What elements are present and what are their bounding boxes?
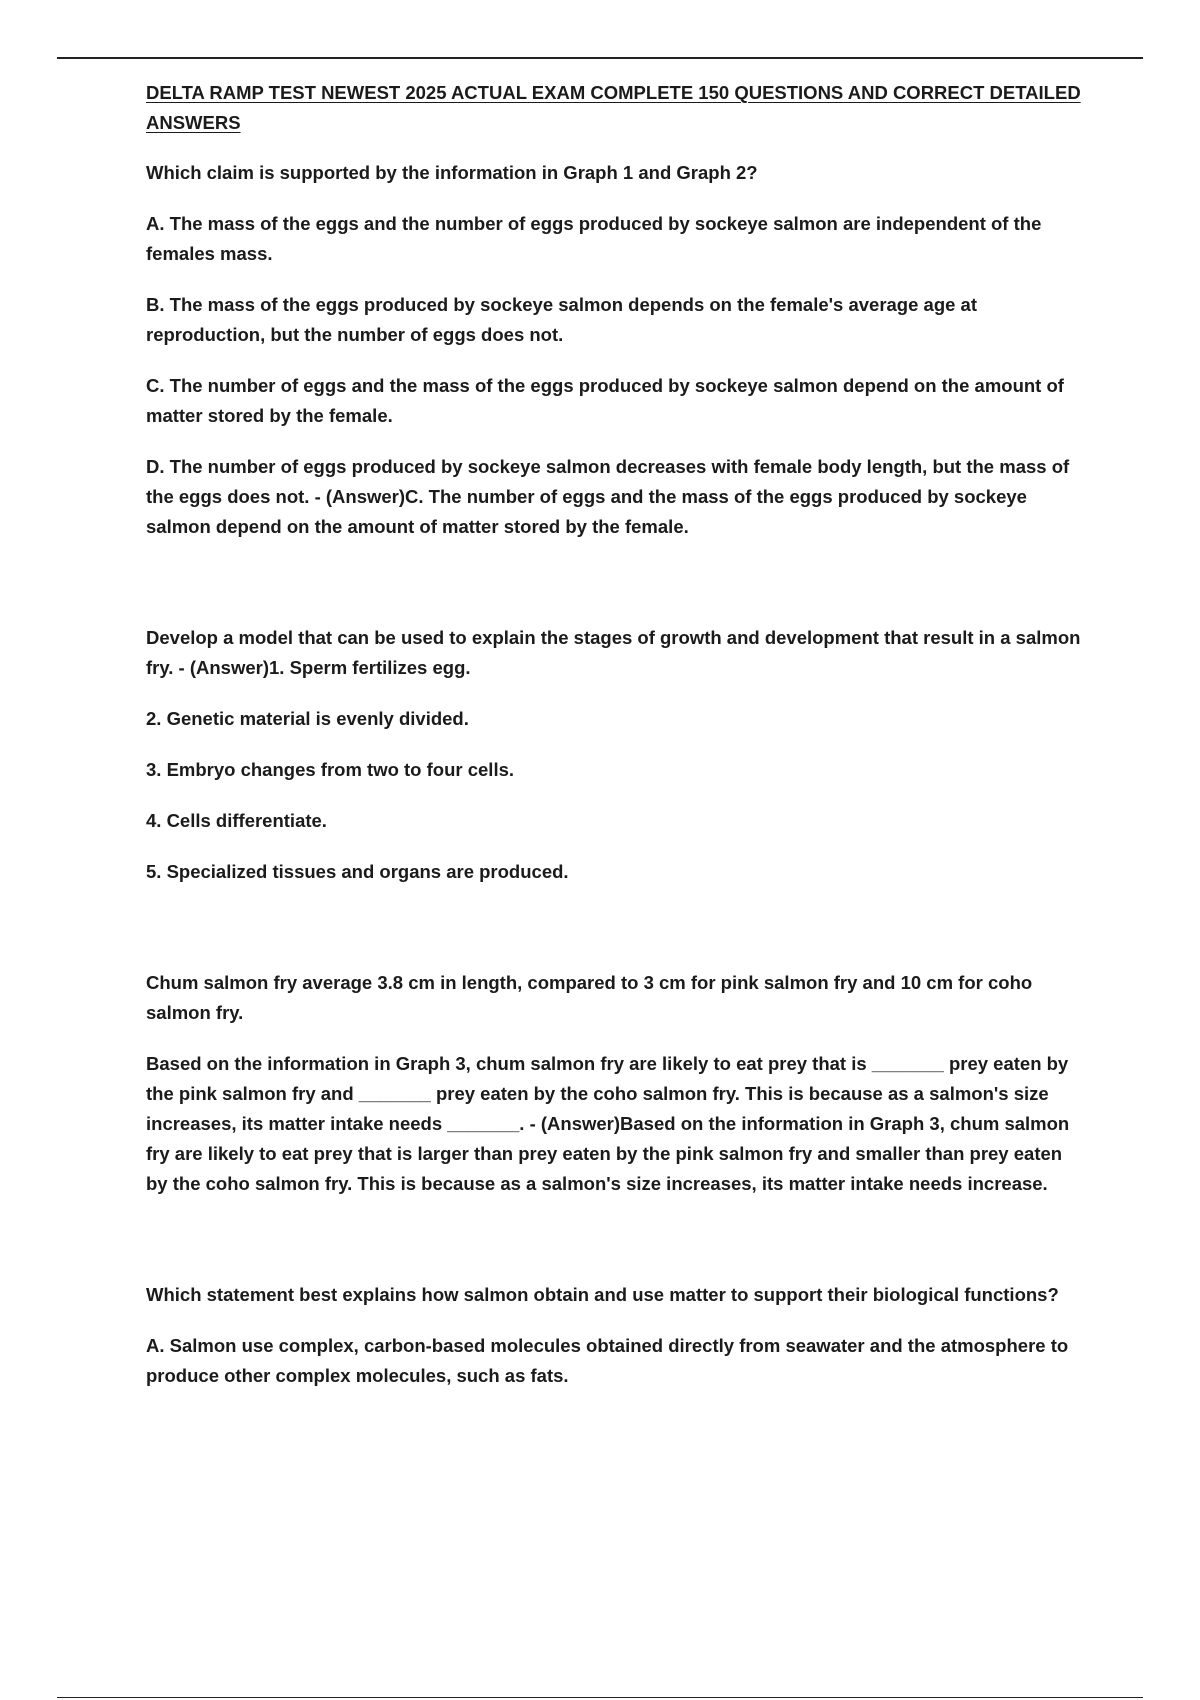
- q4-option-a: A. Salmon use complex, carbon-based molecules obtained directly from seawater and the atmosphere to produce other complex molecules, such as fats.: [146, 1335, 1069, 1386]
- q2-step-5: 5. Specialized tissues and organs are produced.: [146, 861, 569, 882]
- q2-step-4: 4. Cells differentiate.: [146, 810, 327, 831]
- q1-option-a: A. The mass of the eggs and the number of eggs produced by sockeye salmon are independent of the females mass.: [146, 213, 1042, 264]
- q3-question-answer: Based on the information in Graph 3, chum salmon fry are likely to eat prey that is _______ prey eaten by the pink salmon fry and _______ prey eaten by the coho salmon fry. This is because as a salmon's size increases, its matter intake needs _______. - (Answer)Based on the information in Graph 3, chum salmon fry are likely to eat prey that is larger than prey eaten by the pink salmon fry and smaller than prey eaten by the coho salmon fry. This is because as a salmon's size increases, its matter intake needs increase.: [146, 1053, 1070, 1194]
- q1-option-d-answer: D. The number of eggs produced by sockeye salmon decreases with female body length, but the mass of the eggs does not. - (Answer)C. The number of eggs and the mass of the eggs produced by sockeye salmon depend on the amount of matter stored by the female.: [146, 456, 1070, 537]
- top-rule: [57, 57, 1143, 59]
- section-gap: [146, 908, 1086, 968]
- section-gap: [146, 563, 1086, 623]
- q2-step-2: 2. Genetic material is evenly divided.: [146, 708, 469, 729]
- q2-step-3: 3. Embryo changes from two to four cells.: [146, 759, 515, 780]
- q2-question-answer: Develop a model that can be used to explain the stages of growth and development that result in a salmon fry. - (Answer)1. Sperm fertilizes egg.: [146, 627, 1081, 678]
- q4-question: Which statement best explains how salmon obtain and use matter to support their biological functions?: [146, 1284, 1059, 1305]
- q1-option-b: B. The mass of the eggs produced by sockeye salmon depends on the female's average age at reproduction, but the number of eggs does not.: [146, 294, 978, 345]
- document-title: DELTA RAMP TEST NEWEST 2025 ACTUAL EXAM COMPLETE 150 QUESTIONS AND CORRECT DETAILED ANSWERS: [146, 82, 1081, 133]
- q1-question: Which claim is supported by the information in Graph 1 and Graph 2?: [146, 162, 758, 183]
- bottom-rule: [57, 1697, 1143, 1698]
- section-gap: [146, 1220, 1086, 1280]
- q3-context: Chum salmon fry average 3.8 cm in length, compared to 3 cm for pink salmon fry and 10 cm for coho salmon fry.: [146, 972, 1033, 1023]
- document-body: [146, 78, 1086, 1412]
- q1-option-c: C. The number of eggs and the mass of the eggs produced by sockeye salmon depend on the amount of matter stored by the female.: [146, 375, 1064, 426]
